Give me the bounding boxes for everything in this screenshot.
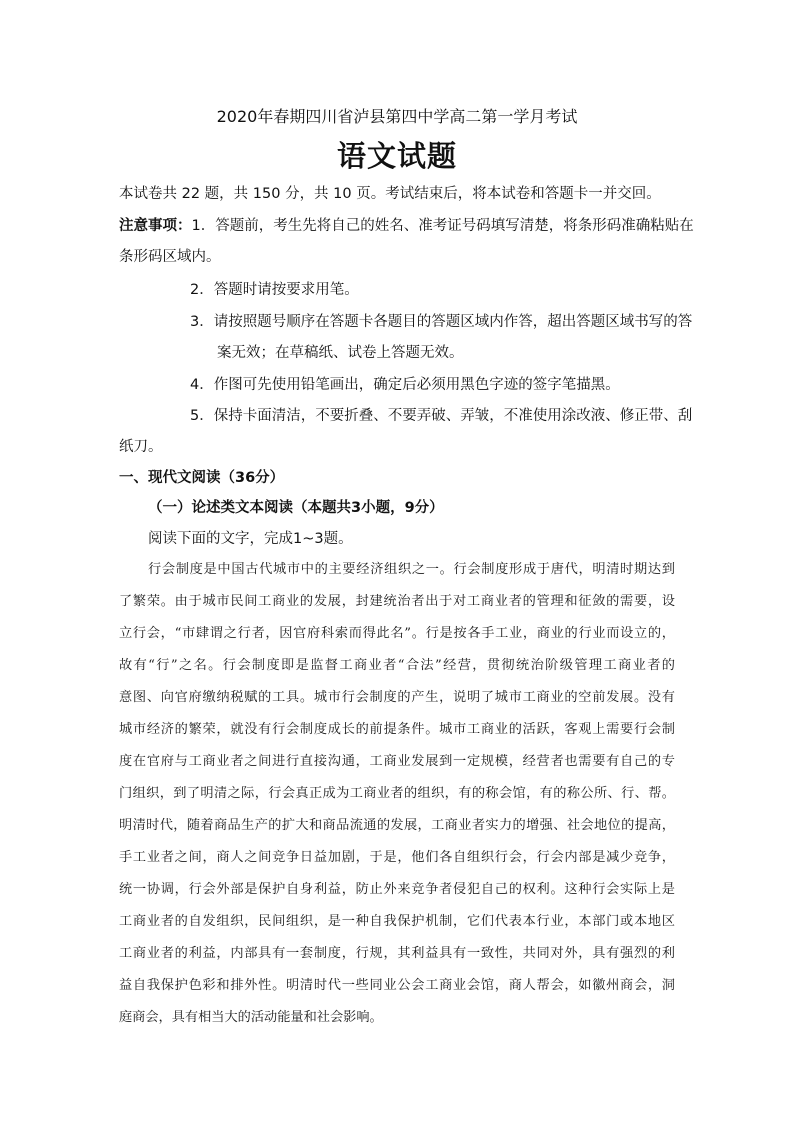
- passage-line: 城市经济的繁荣，就没有行会制度成长的前提条件。城市工商业的活跃，客观上需要行会制: [119, 722, 675, 737]
- exam-name: 2020年春期四川省泸县第四中学高二第一学月考试: [216, 107, 578, 126]
- passage-line: 庭商会，具有相当大的活动能量和社会影响。: [119, 1010, 383, 1025]
- passage-line: 门组织，到了明清之际，行会真正成为工商业者的组织，有的称会馆，有的称公所、行、帮。: [119, 786, 675, 801]
- passage-line: 明清时代，随着商品生产的扩大和商品流通的发展，工商业者实力的增强、社会地位的提高，: [119, 818, 675, 833]
- passage-line: 手工业者之间，商人之间竞争日益加剧，于是，他们各自组织行会，行会内部是减少竞争，: [119, 850, 675, 865]
- note-item-continuation: 纸刀。: [119, 439, 163, 455]
- passage-line: 了繁荣。由于城市民间工商业的发展，封建统治者出于对工商业者的管理和征敛的需要，设: [119, 594, 675, 609]
- notes-line: [119, 215, 694, 237]
- passage-line: 工商业者的利益，内部具有一套制度，行规，其利益具有一致性，共同对外，具有强烈的利: [119, 946, 675, 961]
- note-item-continuation: 条形码区域内。: [119, 249, 221, 265]
- notes-label: 注意事项：: [119, 218, 192, 234]
- passage-line: 意图、向官府缴纳税赋的工具。城市行会制度的产生，说明了城市工商业的空前发展。没有: [119, 690, 675, 705]
- note-item: 4．作图可先使用铅笔画出，确定后必须用黑色字迹的签字笔描黑。: [190, 377, 620, 393]
- note-item: 2．答题时请按要求用笔。: [190, 282, 359, 298]
- passage-line: 度在官府与工商业者之间进行直接沟通，工商业发展到一定规模，经营者也需要有自己的专: [119, 754, 675, 769]
- passage-line: 立行会，“市肆谓之行者，因官府科索而得此名”。行是按各手工业，商业的行业而设立的，: [119, 626, 675, 641]
- passage-line: 益自我保护色彩和排外性。明清时代一些同业公会工商业会馆，商人帮会，如徽州商会，洞: [119, 978, 675, 993]
- section-heading: 一、现代文阅读（36分）: [119, 470, 285, 486]
- note-item: 3．请按照题号顺序在答题卡各题目的答题区域内作答，超出答题区域书写的答: [190, 314, 693, 330]
- subject-title: 语文试题: [336, 139, 457, 173]
- passage-line: 工商业者的自发组织，民间组织，是一种自我保护机制，它们代表本行业，本部门或本地区: [119, 914, 675, 929]
- reading-instruction: 阅读下面的文字，完成1~3题。: [148, 531, 353, 547]
- passage-line: 行会制度是中国古代城市中的主要经济组织之一。行会制度形成于唐代，明清时期达到: [148, 562, 675, 577]
- sub-section-heading: （一）论述类文本阅读（本题共3小题，9分）: [148, 500, 444, 516]
- passage-line: 故有“行”之名。行会制度即是监督工商业者“合法”经营，贯彻统治阶级管理工商业者的: [119, 658, 675, 673]
- note-item: 5．保持卡面清洁，不要折叠、不要弄破、弄皱，不准使用涂改液、修正带、刮: [190, 408, 693, 424]
- note-item: 1．答题前，考生先将自己的姓名、准考证号码填写清楚，将条形码准确粘贴在: [191, 218, 694, 234]
- passage-line: 统一协调，行会外部是保护自身利益，防止外来竞争者侵犯自己的权利。这种行会实际上是: [119, 882, 675, 897]
- note-item-continuation: 案无效；在草稿纸、试卷上答题无效。: [217, 345, 464, 361]
- intro-text: 本试卷共 22 题，共 150 分，共 10 页。考试结束后，将本试卷和答题卡一并交回。: [119, 186, 661, 202]
